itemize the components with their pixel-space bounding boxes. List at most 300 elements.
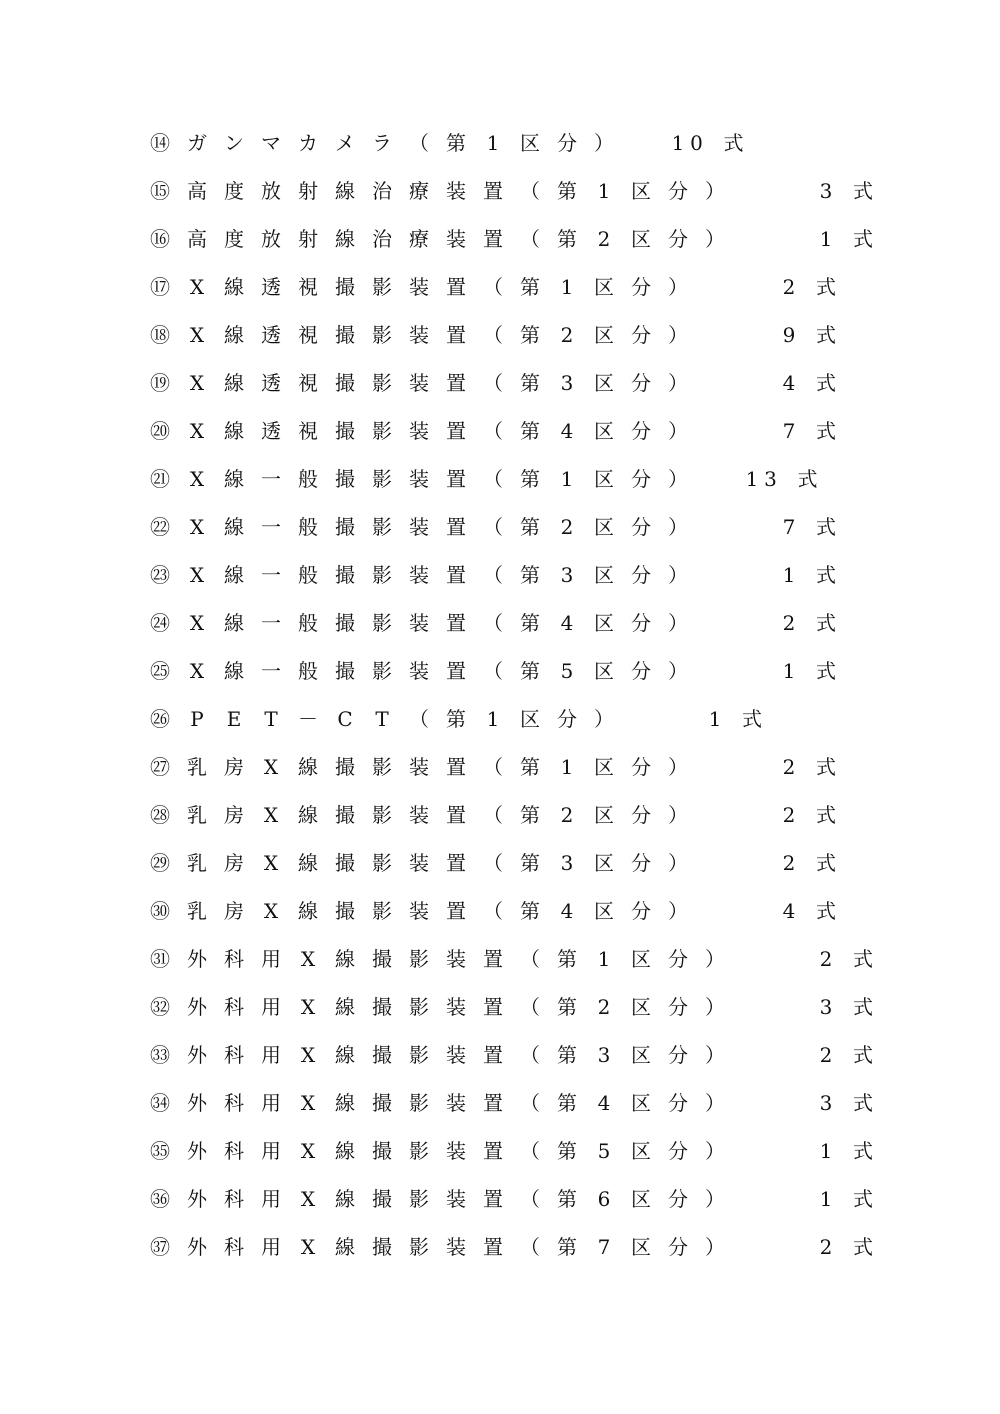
item-name-char: 置: [446, 323, 466, 347]
item-name-char: 影: [372, 515, 392, 539]
section-number: 1: [560, 755, 574, 779]
section-label-char: 区: [631, 1187, 651, 1211]
section-label-char: 分: [631, 755, 651, 779]
close-paren: ）: [668, 419, 688, 443]
close-paren: ）: [705, 179, 725, 203]
list-item: [0, 1136, 1000, 1166]
item-name-char: 乳: [187, 899, 207, 923]
item-name-char: 乳: [187, 755, 207, 779]
section-number: 2: [560, 803, 574, 827]
item-number: ⑭: [150, 131, 170, 155]
item-name-char: 療: [409, 227, 429, 251]
item-unit: 式: [853, 947, 873, 971]
item-name-char: 外: [187, 947, 207, 971]
item-name-char: 撮: [335, 419, 355, 443]
list-item: [0, 1088, 1000, 1118]
item-name-char: 線: [224, 371, 244, 395]
section-label-char: 分: [631, 659, 651, 683]
item-unit: 式: [816, 371, 836, 395]
item-name-char: 影: [409, 947, 429, 971]
section-label-char: 区: [631, 1091, 651, 1115]
item-name-char: 房: [224, 851, 244, 875]
item-name-char: 房: [224, 899, 244, 923]
item-name-char: 置: [446, 803, 466, 827]
item-number: ⑰: [150, 275, 170, 299]
item-name-char: 置: [483, 1043, 503, 1067]
open-paren: （: [483, 659, 503, 683]
item-count-digit: 4: [782, 371, 796, 395]
list-item: [0, 800, 1000, 830]
section-number: 1: [597, 179, 611, 203]
list-item: [0, 128, 1000, 158]
item-name-char: 科: [224, 1235, 244, 1259]
item-name-char: 置: [483, 947, 503, 971]
open-paren: （: [520, 1139, 540, 1163]
item-name-char: 影: [409, 1091, 429, 1115]
section-number: 4: [560, 611, 574, 635]
item-name-char: 線: [224, 659, 244, 683]
item-name-char: 線: [335, 1187, 355, 1211]
item-name-char: 影: [409, 1235, 429, 1259]
item-count-digit: 2: [819, 1235, 833, 1259]
item-name-char: X: [300, 1235, 316, 1259]
item-name-char: 装: [446, 1091, 466, 1115]
item-name-char: 装: [409, 563, 429, 587]
item-count-digit: 2: [782, 275, 796, 299]
item-name-char: 一: [261, 467, 281, 491]
section-prefix: 第: [557, 1235, 577, 1259]
item-name-char: 外: [187, 1139, 207, 1163]
item-unit: 式: [797, 467, 818, 491]
section-number: 2: [560, 515, 574, 539]
item-name-char: 装: [409, 659, 429, 683]
item-name-char: 用: [261, 1139, 281, 1163]
item-name-char: 科: [224, 1139, 244, 1163]
item-name-char: 置: [483, 179, 503, 203]
item-name-char: X: [189, 323, 205, 347]
item-name-char: 装: [446, 995, 466, 1019]
open-paren: （: [520, 1187, 540, 1211]
section-number: 1: [486, 707, 500, 731]
item-name-char: 科: [224, 947, 244, 971]
item-name-char: 一: [261, 611, 281, 635]
section-prefix: 第: [520, 611, 540, 635]
item-name-char: X: [189, 371, 205, 395]
item-name-char: 置: [446, 611, 466, 635]
list-item: [0, 272, 1000, 302]
close-paren: ）: [668, 515, 688, 539]
section-prefix: 第: [557, 1187, 577, 1211]
item-number: ㉓: [150, 563, 170, 587]
section-number: 1: [560, 467, 574, 491]
item-name-char: 線: [335, 1235, 355, 1259]
item-count-digit: 3: [819, 995, 833, 1019]
item-name-char: 高: [187, 179, 207, 203]
section-prefix: 第: [446, 131, 466, 155]
item-name-char: 視: [298, 371, 318, 395]
item-name-char: 科: [224, 995, 244, 1019]
item-number: ㉜: [150, 995, 170, 1019]
section-prefix: 第: [557, 1043, 577, 1067]
item-name-char: 透: [261, 323, 281, 347]
item-name-char: 線: [298, 803, 318, 827]
item-name-char: 装: [446, 1235, 466, 1259]
section-label-char: 分: [631, 899, 651, 923]
item-name-char: 視: [298, 419, 318, 443]
item-number: ⑯: [150, 227, 170, 251]
item-name-char: 線: [224, 467, 244, 491]
open-paren: （: [520, 227, 540, 251]
item-unit: 式: [816, 659, 836, 683]
item-name-char: X: [263, 851, 279, 875]
item-name-char: 外: [187, 1187, 207, 1211]
item-name-char: 房: [224, 803, 244, 827]
item-name-char: 撮: [335, 899, 355, 923]
item-name-char: 影: [372, 803, 392, 827]
section-number: 2: [560, 323, 574, 347]
open-paren: （: [520, 1043, 540, 1067]
item-name-char: 線: [224, 611, 244, 635]
close-paren: ）: [668, 323, 688, 347]
section-label-char: 分: [631, 611, 651, 635]
item-count-digit: 2: [819, 1043, 833, 1067]
item-name-char: 撮: [335, 323, 355, 347]
open-paren: （: [520, 995, 540, 1019]
close-paren: ）: [705, 227, 725, 251]
close-paren: ）: [668, 851, 688, 875]
section-label-char: 分: [631, 803, 651, 827]
item-unit: 式: [853, 1091, 873, 1115]
item-unit: 式: [816, 803, 836, 827]
item-name-char: 置: [446, 467, 466, 491]
close-paren: ）: [705, 1091, 725, 1115]
item-number: ㊱: [150, 1187, 170, 1211]
open-paren: （: [520, 1235, 540, 1259]
open-paren: （: [520, 1091, 540, 1115]
item-name-char: メ: [335, 131, 355, 155]
list-item: [0, 1184, 1000, 1214]
open-paren: （: [409, 131, 429, 155]
item-name-char: 射: [298, 227, 318, 251]
item-number: ㉞: [150, 1091, 170, 1115]
item-unit: 式: [853, 179, 873, 203]
item-name-char: 装: [409, 323, 429, 347]
item-count-digit: 2: [819, 947, 833, 971]
item-name-char: 置: [446, 755, 466, 779]
item-name-char: 透: [261, 371, 281, 395]
section-prefix: 第: [557, 227, 577, 251]
item-name-char: 装: [446, 947, 466, 971]
list-item: [0, 656, 1000, 686]
section-label-char: 分: [631, 371, 651, 395]
item-name-char: 影: [372, 371, 392, 395]
section-label-char: 分: [631, 515, 651, 539]
item-name-char: 撮: [372, 1091, 392, 1115]
item-name-char: X: [189, 563, 205, 587]
item-count-digit: 4: [782, 899, 796, 923]
item-name-char: 撮: [335, 803, 355, 827]
item-name-char: 置: [446, 851, 466, 875]
list-item: [0, 1232, 1000, 1262]
list-item: [0, 752, 1000, 782]
item-name-char: 装: [446, 1187, 466, 1211]
section-label-char: 区: [631, 1043, 651, 1067]
item-name-char: 線: [224, 275, 244, 299]
item-count-digit: 1: [671, 131, 685, 155]
list-item: [0, 1040, 1000, 1070]
section-prefix: 第: [557, 947, 577, 971]
close-paren: ）: [668, 275, 688, 299]
item-name-char: T: [375, 707, 389, 731]
item-name-char: 用: [261, 1235, 281, 1259]
item-name-char: E: [226, 707, 242, 731]
item-unit: 式: [853, 1235, 873, 1259]
item-unit: 式: [853, 227, 873, 251]
item-name-char: 撮: [335, 467, 355, 491]
item-name-char: 影: [372, 563, 392, 587]
section-label-char: 分: [668, 947, 688, 971]
item-name-char: 線: [335, 1043, 355, 1067]
section-number: 4: [560, 419, 574, 443]
item-number: ㉝: [150, 1043, 170, 1067]
section-label-char: 区: [520, 707, 540, 731]
section-prefix: 第: [557, 1139, 577, 1163]
list-item: [0, 320, 1000, 350]
item-name-char: 般: [298, 467, 318, 491]
item-name-char: 外: [187, 1043, 207, 1067]
item-name-char: 置: [483, 1139, 503, 1163]
section-label-char: 分: [668, 227, 688, 251]
item-number: ㉕: [150, 659, 170, 683]
section-number: 3: [560, 371, 574, 395]
item-number: ㉖: [150, 707, 170, 731]
item-name-char: 外: [187, 1235, 207, 1259]
item-count-digit: 1: [819, 227, 833, 251]
item-name-char: 線: [335, 179, 355, 203]
item-name-char: 線: [335, 947, 355, 971]
item-name-char: 撮: [335, 515, 355, 539]
item-name-char: 線: [224, 515, 244, 539]
item-name-char: 装: [409, 755, 429, 779]
item-name-char: 置: [483, 1187, 503, 1211]
section-label-char: 分: [668, 995, 688, 1019]
section-label-char: 分: [557, 131, 577, 155]
open-paren: （: [483, 851, 503, 875]
list-item: [0, 608, 1000, 638]
item-name-char: 用: [261, 1091, 281, 1115]
open-paren: （: [483, 803, 503, 827]
item-name-char: 高: [187, 227, 207, 251]
close-paren: ）: [705, 995, 725, 1019]
item-name-char: 影: [372, 611, 392, 635]
section-label-char: 区: [631, 947, 651, 971]
item-name-char: 療: [409, 179, 429, 203]
item-unit: 式: [816, 515, 836, 539]
section-number: 6: [597, 1187, 611, 1211]
section-label-char: 区: [594, 275, 614, 299]
section-label-char: 区: [594, 371, 614, 395]
item-name-char: 撮: [335, 755, 355, 779]
item-count-digit: 1: [819, 1139, 833, 1163]
section-label-char: 区: [594, 899, 614, 923]
item-name-char: 置: [446, 899, 466, 923]
item-name-char: 線: [224, 323, 244, 347]
item-name-char: 影: [372, 851, 392, 875]
item-name-char: 影: [409, 995, 429, 1019]
section-label-char: 区: [594, 659, 614, 683]
item-name-char: 置: [446, 419, 466, 443]
close-paren: ）: [705, 1043, 725, 1067]
item-name-char: 用: [261, 1043, 281, 1067]
item-name-char: 装: [446, 179, 466, 203]
item-count-digit: 1: [819, 1187, 833, 1211]
section-label-char: 分: [557, 707, 577, 731]
item-name-char: 装: [446, 227, 466, 251]
section-prefix: 第: [557, 995, 577, 1019]
section-prefix: 第: [520, 323, 540, 347]
list-item: [0, 464, 1000, 494]
section-label-char: 分: [631, 563, 651, 587]
section-label-char: 区: [594, 803, 614, 827]
item-name-char: 装: [446, 1043, 466, 1067]
item-count-digit: 7: [782, 419, 796, 443]
item-name-char: 線: [298, 851, 318, 875]
item-name-char: 透: [261, 275, 281, 299]
item-name-char: 用: [261, 947, 281, 971]
section-prefix: 第: [520, 563, 540, 587]
item-name-char: 撮: [335, 563, 355, 587]
item-number: ㊲: [150, 1235, 170, 1259]
item-unit: 式: [853, 1187, 873, 1211]
section-prefix: 第: [520, 803, 540, 827]
item-name-char: 放: [261, 227, 281, 251]
item-name-char: X: [189, 467, 205, 491]
section-number: 3: [560, 851, 574, 875]
item-unit: 式: [742, 707, 762, 731]
list-item: [0, 896, 1000, 926]
item-name-char: 一: [261, 515, 281, 539]
item-number: ㉗: [150, 755, 170, 779]
item-name-char: 置: [446, 371, 466, 395]
item-name-char: X: [263, 899, 279, 923]
section-number: 2: [597, 227, 611, 251]
section-number: 7: [597, 1235, 611, 1259]
item-name-char: 一: [261, 659, 281, 683]
section-number: 4: [560, 899, 574, 923]
section-label-char: 区: [594, 755, 614, 779]
item-name-char: X: [189, 275, 205, 299]
item-number: ㉛: [150, 947, 170, 971]
section-label-char: 区: [594, 851, 614, 875]
section-prefix: 第: [520, 899, 540, 923]
section-label-char: 分: [631, 323, 651, 347]
item-name-char: 射: [298, 179, 318, 203]
close-paren: ）: [668, 755, 688, 779]
section-label-char: 区: [594, 323, 614, 347]
item-number: ⑱: [150, 323, 170, 347]
item-name-char: 線: [298, 899, 318, 923]
item-name-char: 装: [409, 611, 429, 635]
section-label-char: 区: [594, 611, 614, 635]
item-name-char: 般: [298, 515, 318, 539]
item-name-char: ラ: [372, 131, 392, 155]
item-unit: 式: [816, 323, 836, 347]
item-name-char: 置: [483, 227, 503, 251]
close-paren: ）: [668, 371, 688, 395]
section-label-char: 分: [631, 467, 651, 491]
section-label-char: 分: [631, 419, 651, 443]
item-name-char: 装: [409, 899, 429, 923]
item-name-char: 置: [483, 995, 503, 1019]
list-item: [0, 224, 1000, 254]
item-name-char: X: [189, 419, 205, 443]
item-name-char: C: [337, 707, 353, 731]
section-label-char: 分: [668, 1091, 688, 1115]
open-paren: （: [483, 563, 503, 587]
item-count-digit: 2: [782, 803, 796, 827]
section-label-char: 区: [631, 995, 651, 1019]
open-paren: （: [483, 371, 503, 395]
section-label-char: 区: [594, 563, 614, 587]
item-name-char: 度: [224, 179, 244, 203]
item-unit: 式: [816, 419, 836, 443]
item-name-char: 房: [224, 755, 244, 779]
open-paren: （: [483, 515, 503, 539]
item-name-char: X: [189, 611, 205, 635]
item-name-char: 置: [483, 1235, 503, 1259]
item-name-char: 影: [372, 419, 392, 443]
item-count-digit: 1: [782, 563, 796, 587]
item-name-char: 治: [372, 227, 392, 251]
item-name-char: 撮: [372, 1139, 392, 1163]
item-name-char: 影: [372, 899, 392, 923]
item-name-char: 撮: [335, 851, 355, 875]
section-number: 3: [560, 563, 574, 587]
section-prefix: 第: [520, 515, 540, 539]
item-name-char: 装: [409, 467, 429, 491]
section-prefix: 第: [520, 275, 540, 299]
section-label-char: 分: [631, 275, 651, 299]
item-name-char: 置: [446, 515, 466, 539]
item-count-digit: 9: [782, 323, 796, 347]
open-paren: （: [520, 179, 540, 203]
item-name-char: 置: [446, 563, 466, 587]
item-unit: 式: [816, 275, 836, 299]
item-name-char: 装: [409, 515, 429, 539]
item-name-char: X: [300, 1091, 316, 1115]
item-name-char: マ: [261, 131, 281, 155]
section-number: 3: [597, 1043, 611, 1067]
item-name-char: 撮: [372, 1043, 392, 1067]
section-label-char: 区: [631, 1139, 651, 1163]
item-count-digit: 0: [690, 131, 703, 155]
section-label-char: 区: [520, 131, 540, 155]
section-label-char: 分: [668, 179, 688, 203]
close-paren: ）: [705, 947, 725, 971]
item-name-char: 装: [409, 275, 429, 299]
item-name-char: X: [189, 659, 205, 683]
section-prefix: 第: [446, 707, 466, 731]
item-name-char: X: [263, 755, 279, 779]
section-number: 1: [597, 947, 611, 971]
item-number: ㉙: [150, 851, 170, 875]
item-name-char: 線: [298, 755, 318, 779]
section-number: 1: [486, 131, 500, 155]
close-paren: ）: [668, 467, 688, 491]
item-number: ⑳: [150, 419, 170, 443]
item-name-char: 外: [187, 1091, 207, 1115]
item-name-char: 乳: [187, 851, 207, 875]
